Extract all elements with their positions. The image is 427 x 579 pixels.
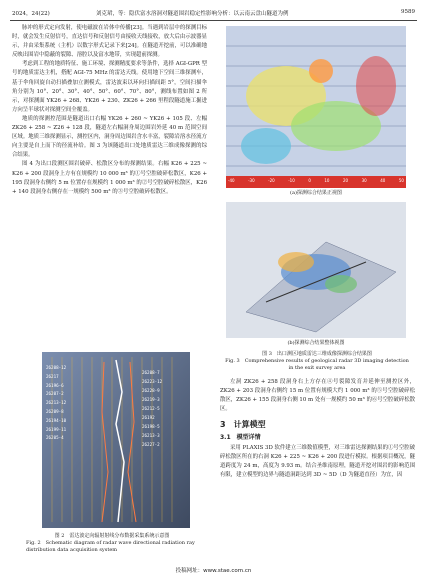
figure-label: 26228-9 <box>142 388 160 393</box>
running-title: 刘克珺，等：隐伏富水溶洞对隧道围岩稳定性影响分析：以云南云盘山隧道为例 <box>96 11 289 17</box>
header-rule <box>10 20 417 21</box>
paragraph: 地质的探测控范围是隧道出口右幅 YK26 + 260 ~ YK26 + 105 段、左幅 ZK26 + 258 ~ Z26 + 128 段，隧道左右幅洞身周边围岩外延 40 m 范围空间区域。地质三维探测显示，测控区内，洞身周边围岩含水丰富，裂隙岩溶水径流方向主要是自上而下的径流补给。图 3 为该隧道出口处地质雷达三维成像探测的综合结果。 <box>12 115 207 159</box>
paragraph: 考虑到工程的地质特征、施工环境、探测精度要求等条件，选择 AGI-GPR 型号的地质雷达主机，搭配 AGI-75 MHz 的雷达天线。使用地下空间三维探测车，基于伞角回旋自动扫描叠加立测模式，雷达波束以环向扫描间距 5°，空间扫描伞角分别为 10°、20°、30°、40°、50°、60°、70°、80°，测线布置如图 2 所示，对探测面 YK26 + 268、YK26 + 230、ZK26 + 266 里程段隧道施工掘进方向呈半球状对探测空间全覆盖。 <box>12 61 207 113</box>
figure-3b-image <box>226 202 406 338</box>
caption-en: Fig. 3 Comprehensive results of geological radar 3D imaging detection in the exit survey area <box>225 358 409 371</box>
figure-3-caption <box>222 351 412 372</box>
figure-label: 26213-12 <box>46 400 67 406</box>
figure-label: 26207-2 <box>46 391 64 397</box>
axis-tick: -40 <box>228 178 235 183</box>
axis-tick: -10 <box>288 178 295 183</box>
figure-label: 26227-2 <box>142 442 160 447</box>
section-heading: 3 计算模型 <box>220 420 266 430</box>
figure-2-image <box>42 352 190 528</box>
left-column <box>12 24 207 197</box>
paragraph: 左洞 ZK26 + 258 段洞身右上方存在④号裂隙发育并延伸至测控区外，ZK26 + 203 段洞身右侧约 15 m 位置有规模大约 1 000 m³ 的⑤号空腔破碎松散区，ZK26 + 155 段洞身右侧 10 m 处有一规模约 50 m³ 的⑥号空腔破碎松散区。 <box>220 379 415 413</box>
figure-label: 26208-12 <box>46 365 67 370</box>
figure-label: 26192 <box>142 415 155 420</box>
figure-3a-subcaption: (a)探测综合结果正视图 <box>290 190 342 196</box>
axis-tick: 50 <box>398 178 404 183</box>
axis-tick: -30 <box>248 178 255 183</box>
figure-label: 26212-5 <box>142 406 160 411</box>
figure-3a-image <box>226 26 406 188</box>
figure-2-caption <box>12 533 212 554</box>
figure-label: 26194-10 <box>46 417 67 423</box>
axis-tick: 40 <box>380 178 386 183</box>
paragraph: 图 4 为出口段测区围岩破碎、松散区分布的探测结果。右幅 K26 + 225 ~ K26 + 200 段洞身上方有在规模约 10 000 m³ 的①号空腔破碎松散区，K26 + 195 段洞身右侧约 5 m 位置存在规模约 1 000 m³ 的②号空腔破碎松散区，K26 + 140 段洞身右侧存在一规模约 500 m³ 的③号空腔破碎松散区。 <box>12 161 207 195</box>
figure-label: 26199-11 <box>46 426 67 432</box>
axis-tick: -20 <box>268 178 275 183</box>
axis-tick: 10 <box>324 178 330 183</box>
caption-en: Fig. 2 Schematic diagram of radar wave directional radiation ray distribution data acquisition system <box>26 540 195 553</box>
axis-tick: 0 <box>308 178 311 183</box>
paragraph: 脉冲的形式定向发射，使电磁波在岩体中传播[23]。当遇到岩层中的探测目标时，就会发生反射信号，直达信号和反射信号由接收天线接收，放大后由示波器显示，并由采集系统（主机）以数字形式记录下来[24]。在隧道开挖前，可以准确地反映出围岩中隐蔽的裂隙、溶腔以及富水地带，实现超前探测。 <box>12 25 207 59</box>
issue-number: 2024，24(22) <box>12 11 50 17</box>
axis-tick: 30 <box>361 178 367 183</box>
figure-3b-subcaption: (b)探测综合结果整体视图 <box>287 340 345 346</box>
caption-cn: 图 2 雷达波定向辐射射线分布数据采集系统示意图 <box>54 533 170 539</box>
figure-label: 26198-5 <box>142 424 160 429</box>
axis-tick: 20 <box>343 178 349 183</box>
footer-url: 投稿网址：www.stae.com.cn <box>175 568 252 574</box>
figure-label: 26205-4 <box>46 435 64 441</box>
page-number: 9589 <box>401 9 415 15</box>
figure-label: 26208-7 <box>142 370 160 375</box>
running-header <box>0 0 427 22</box>
caption-cn: 图 3 出口测区地质雷达三维成像探测综合结果图 <box>262 351 372 357</box>
subsection-heading: 3.1 模型详情 <box>220 434 261 442</box>
figure-label: 26196-6 <box>46 382 64 388</box>
paragraph: 采用 PLAXIS 3D 软件建立三维数值模型，对三维雷达探测结果的①号空腔破碎松散区所在的右洞 K26 + 225 ~ K26 + 200 段进行模拟。根据项目概况，隧道跨度为 24 m，高度为 9.93 m。结合圣维南原理，隧道开挖对围岩的影响范围有限，建立模型的边界与隧道洞距达到 3D ~ 5D（D 为隧道直径）为宜，因 <box>220 444 415 478</box>
figure-label: 26217 <box>46 373 59 379</box>
figure-label: 26219-3 <box>142 397 160 402</box>
figure-label: 26223-12 <box>142 379 163 384</box>
figure-label: 26209-8 <box>46 408 64 414</box>
right-column <box>220 378 415 480</box>
figure-label: 26213-3 <box>142 433 160 438</box>
